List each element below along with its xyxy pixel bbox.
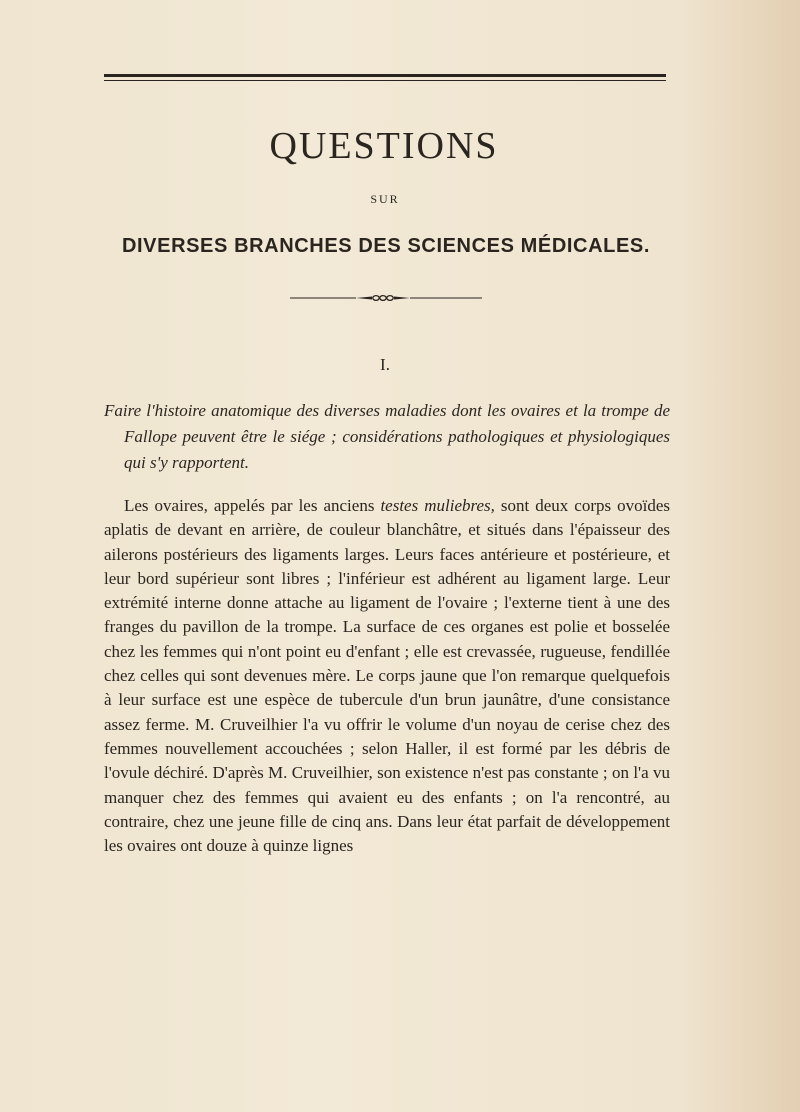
body-latin-term: testes muliebres, xyxy=(380,496,495,515)
body-paragraph xyxy=(104,494,670,858)
question-text: Faire l'histoire anatomique des diverses maladies dont les ovaires et la trompe de Fallope peuvent être le siége ; considérations pathologiques et physiologiques qui s'y rapportent. xyxy=(104,401,670,472)
body-rest: sont deux corps ovoïdes aplatis de devant en arrière, de couleur blanchâtre, et situés dans l'épaisseur des ailerons postérieurs des ligaments larges. Leurs faces antérieure et postérieure, et leur bord supérieur sont libres ; l'inférieur est adhérent au ligament large. Leur extrémité interne donne attache au ligament de l'ovaire ; l'externe tient à une des franges du pavillon de la trompe. La surface de ces organes est polie et bosselée chez les femmes qui n'ont point eu d'enfant ; elle est crevassée, rugueuse, fendillée chez celles qui sont devenues mère. Le corps jaune que l'on remarque quelquefois à leur surface est une espèce de tubercule d'un brun jaunâtre, d'une consistance assez ferme. M. Cruveilhier l'a vu offrir le volume d'un noyau de cerise chez des femmes nouvellement accouchées ; selon Haller, il est formé par les débris de l'ovule déchiré. D'après M. Cruveilhier, son existence n'est pas constante ; on l'a vu manquer chez des femmes qui avaient eu des enfants ; on l'a rencontré, au contraire, chez une jeune fille de cinq ans. Dans leur état parfait de développement les ovaires ont douze à quinze lignes xyxy=(104,496,670,856)
top-double-rule xyxy=(104,74,666,84)
ornamental-divider-icon xyxy=(290,292,482,304)
body-intro: Les ovaires, appelés par les anciens xyxy=(124,496,381,515)
rule-thin-line xyxy=(104,80,666,81)
page-subtitle: DIVERSES BRANCHES DES SCIENCES MÉDICALES. xyxy=(121,235,651,257)
rule-thick-line xyxy=(104,74,666,77)
section-number: I. xyxy=(380,355,390,374)
title-connector: SUR xyxy=(370,192,400,206)
page-title: QUESTIONS xyxy=(269,125,499,167)
